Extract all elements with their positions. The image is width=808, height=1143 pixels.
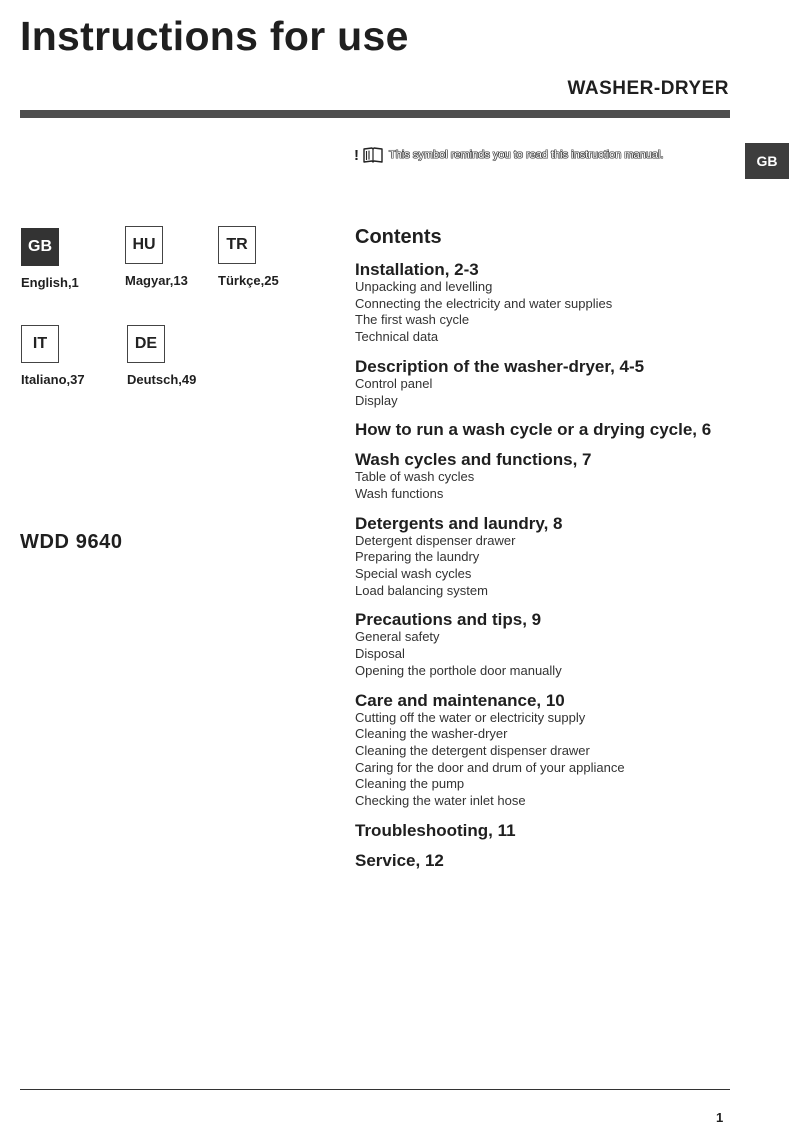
section-heading[interactable]: Service, 12: [355, 850, 444, 870]
section-item[interactable]: Opening the porthole door manually: [355, 662, 562, 678]
section-item[interactable]: Special wash cycles: [355, 566, 472, 582]
read-manual-notice: [354, 146, 664, 164]
section-item[interactable]: Wash functions: [355, 485, 444, 501]
language-code-box: DE: [127, 325, 165, 363]
language-gb[interactable]: [21, 228, 79, 290]
contents-section: [355, 691, 755, 810]
language-code-box: GB: [21, 228, 59, 266]
contents-title: Contents: [355, 226, 442, 248]
contents-section: [355, 357, 755, 409]
contents-section: [355, 514, 755, 600]
language-side-tab: GB: [745, 143, 789, 179]
section-heading[interactable]: Precautions and tips, 9: [355, 610, 542, 630]
section-item[interactable]: Cleaning the pump: [355, 776, 465, 792]
language-tr[interactable]: [218, 226, 279, 288]
language-label: English,1: [21, 275, 79, 290]
language-label: Italiano,37: [21, 372, 85, 387]
page-number: 1: [716, 1110, 724, 1125]
section-heading[interactable]: Wash cycles and functions, 7: [355, 450, 592, 470]
section-item[interactable]: Caring for the door and drum of your appliance: [355, 759, 625, 775]
table-of-contents: [355, 224, 755, 881]
contents-section: [355, 851, 755, 870]
contents-section: [355, 610, 755, 679]
section-heading[interactable]: Troubleshooting, 11: [355, 820, 516, 840]
section-item[interactable]: Unpacking and levelling: [355, 279, 493, 294]
language-label: Magyar,13: [125, 273, 188, 288]
section-item[interactable]: Connecting the electricity and water supplies: [355, 295, 613, 311]
section-item[interactable]: Display: [355, 392, 398, 408]
section-heading[interactable]: Care and maintenance, 10: [355, 690, 565, 710]
section-item[interactable]: Checking the water inlet hose: [355, 793, 526, 809]
language-code-box: HU: [125, 226, 163, 264]
section-item[interactable]: Load balancing system: [355, 582, 488, 598]
language-de[interactable]: [127, 325, 196, 387]
language-code-box: TR: [218, 226, 256, 264]
page-title: Instructions for use: [20, 13, 409, 59]
header-rule: [20, 110, 730, 118]
section-heading[interactable]: Installation, 2-3: [355, 260, 479, 279]
section-heading[interactable]: How to run a wash cycle or a drying cycle, 6: [355, 420, 712, 440]
section-item[interactable]: Preparing the laundry: [355, 549, 480, 565]
section-item[interactable]: General safety: [355, 629, 440, 645]
section-item[interactable]: Cleaning the washer-dryer: [355, 726, 508, 742]
notice-text: This symbol reminds you to read this instruction manual.: [389, 149, 664, 161]
contents-section: [355, 420, 755, 439]
exclamation-mark: !: [354, 146, 359, 164]
section-item[interactable]: Technical data: [355, 329, 439, 345]
section-item[interactable]: The first wash cycle: [355, 312, 470, 328]
section-item[interactable]: Table of wash cycles: [355, 469, 475, 485]
section-item[interactable]: Cutting off the water or electricity supply: [355, 709, 586, 725]
book-icon: [362, 146, 384, 164]
section-item[interactable]: Control panel: [355, 375, 433, 391]
section-item[interactable]: Detergent dispenser drawer: [355, 532, 516, 548]
contents-section: [355, 821, 755, 840]
language-label: Türkçe,25: [218, 273, 279, 288]
language-code-box: IT: [21, 325, 59, 363]
footer-rule: [20, 1089, 730, 1090]
section-heading[interactable]: Detergents and laundry, 8: [355, 513, 563, 533]
section-item[interactable]: Disposal: [355, 646, 405, 662]
section-heading[interactable]: Description of the washer-dryer, 4-5: [355, 356, 645, 376]
contents-sections: [355, 260, 755, 870]
product-type: WASHER-DRYER: [567, 78, 729, 99]
contents-section: [355, 450, 755, 502]
contents-section: [355, 260, 755, 346]
section-item[interactable]: Cleaning the detergent dispenser drawer: [355, 742, 590, 758]
model-number: WDD 9640: [20, 531, 123, 553]
language-label: Deutsch,49: [127, 372, 197, 387]
language-it[interactable]: [21, 325, 85, 387]
language-hu[interactable]: [125, 226, 188, 288]
